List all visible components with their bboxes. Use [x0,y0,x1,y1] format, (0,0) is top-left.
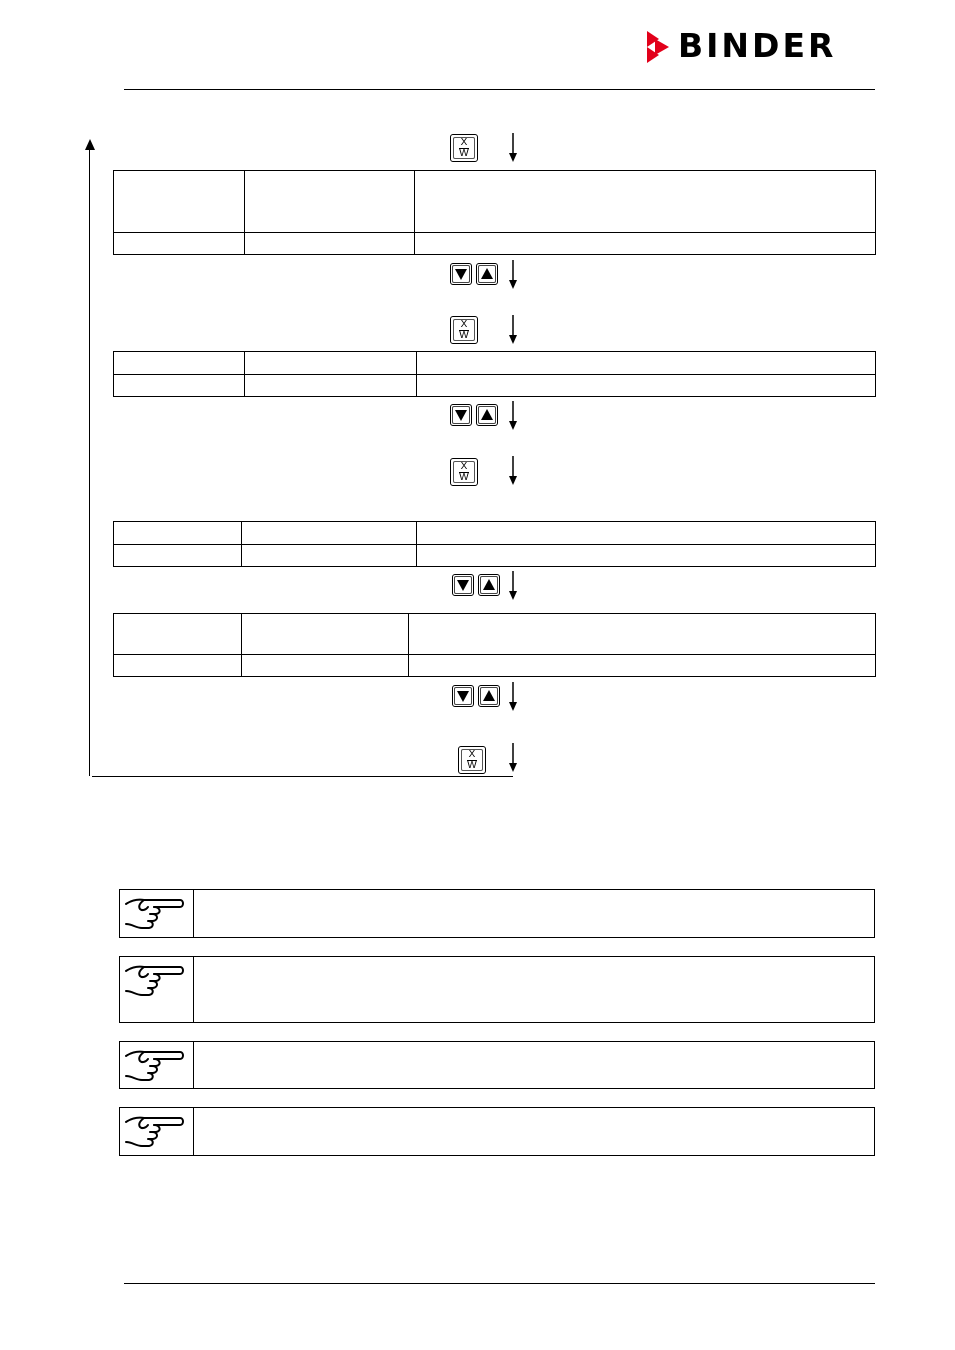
triangle-down-icon [454,408,468,422]
flow-down-arrow-icon [508,260,518,290]
triangle-up-icon [482,689,496,703]
header-rule [124,89,875,90]
down-key[interactable] [450,263,472,285]
note-box [119,889,875,938]
triangle-up-icon [480,267,494,281]
flow-down-arrow-icon [508,401,518,431]
flow-down-arrow-icon [508,315,518,345]
flow-down-arrow-icon [508,682,518,712]
triangle-down-icon [456,578,470,592]
parameter-table-4 [113,613,876,677]
loop-arrow-up-icon [84,139,96,151]
xw-key-icon[interactable]: X W [450,316,478,344]
xw-key-icon[interactable]: X W [458,746,486,774]
up-key[interactable] [476,404,498,426]
triangle-up-icon [482,578,496,592]
triangle-down-icon [456,689,470,703]
triangle-up-icon [480,408,494,422]
pointing-hand-icon [124,961,186,1001]
pointing-hand-icon [124,894,186,934]
up-key[interactable] [476,263,498,285]
down-key[interactable] [452,574,474,596]
brand-arrow-icon [645,30,671,64]
parameter-table-3 [113,521,876,567]
note-box [119,1107,875,1156]
parameter-table-2 [113,351,876,397]
parameter-table-1 [113,170,876,255]
note-box [119,1041,875,1089]
flow-down-arrow-icon [508,456,518,486]
up-key[interactable] [478,685,500,707]
down-key[interactable] [452,685,474,707]
down-key[interactable] [450,404,472,426]
up-key[interactable] [478,574,500,596]
loop-bottom-line [92,776,513,777]
pointing-hand-icon [124,1112,186,1152]
brand-name: BINDER [678,26,837,65]
note-box [119,956,875,1023]
flow-down-arrow-icon [508,133,518,163]
pointing-hand-icon [124,1046,186,1086]
flow-down-arrow-icon [508,743,518,773]
xw-key-icon[interactable]: X W [450,134,478,162]
xw-key-icon[interactable]: X W [450,458,478,486]
binder-logo [645,26,877,66]
footer-rule [124,1283,875,1284]
flow-down-arrow-icon [508,571,518,601]
loop-line [89,148,90,776]
triangle-down-icon [454,267,468,281]
